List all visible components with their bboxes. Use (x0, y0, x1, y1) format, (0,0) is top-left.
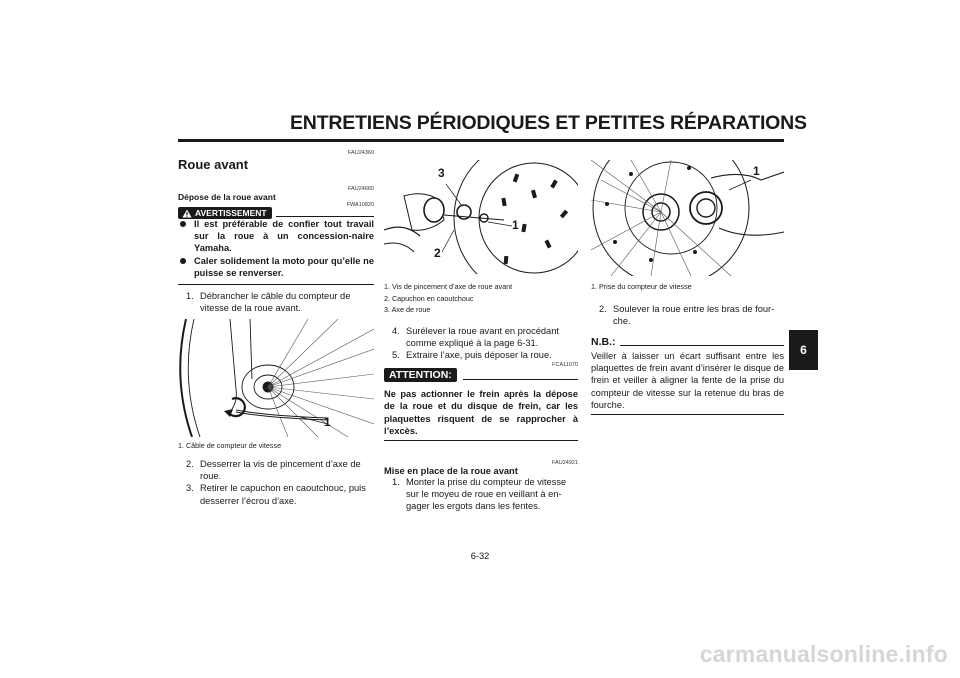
reference-code: FAU24921 (552, 459, 578, 466)
attention-end-rule (384, 440, 578, 441)
reference-code: FWA10820 (346, 202, 374, 208)
header-rule (178, 139, 784, 142)
wheel-illustration (178, 319, 374, 437)
warning-bullets (178, 218, 374, 279)
step-item: 4. Surélever la roue avant en procédant comme expliqué à la page 6-31. (392, 325, 559, 348)
watermark: carmanualsonline.info (699, 641, 948, 667)
page-number: 6-32 (470, 551, 490, 561)
figure-callout: 1 (324, 415, 331, 430)
warning-bullet: Caler solidement la moto pour qu’elle ne puisse se renverser. (178, 255, 374, 279)
axle-illustration (384, 160, 578, 274)
figure-caption: 3. Axe de roue (384, 305, 431, 314)
steps-list (178, 458, 374, 507)
reference-code: FCA11070 (552, 362, 578, 369)
figure-speedometer-gear (591, 160, 784, 276)
warning-rule (276, 216, 374, 217)
column-2 (384, 160, 578, 513)
nb-header (591, 336, 784, 348)
attention-rule (463, 379, 578, 380)
bullet-icon (180, 221, 186, 227)
step-item: 2. Soulever la roue entre les bras de four-che. (599, 303, 775, 326)
page-header-title: ENTRETIENS PÉRIODIQUES ET PETITES RÉPARATIONS (290, 112, 807, 134)
figure-captions (384, 281, 578, 316)
steps-list (591, 303, 784, 327)
nb-text: Veiller à laisser un écart suffisant entre les plaquettes de frein avant d’insérer le disque de frein et veiller à aligner la fente de la prise du compteur de vitesse sur la retenue du bras de fourche. (591, 350, 784, 410)
attention-label: ATTENTION: (384, 368, 457, 382)
figure-callout: 2 (434, 246, 441, 260)
step-item: 5. Extraire l’axe, puis déposer la roue. (392, 349, 552, 360)
subheading: Mise en place de la roue avant (384, 465, 518, 476)
figure-caption: 1. Câble de compteur de vitesse (178, 441, 282, 451)
step-item: 3. Retirer le capuchon en caoutchouc, puis desserrer l’écrou d’axe. (186, 483, 366, 506)
subheading: Dépose de la roue avant (178, 192, 276, 202)
figure-callout: 1 (753, 164, 760, 178)
warning-bullet: Il est préférable de confier tout travail sur la roue à un concession-naire Yamaha. (178, 218, 374, 255)
nb-label: N.B.: (591, 335, 616, 348)
attention-text: Ne pas actionner le frein après la dépose de la roue et du disque de frein, car les plaquettes risquent de se rapprocher à l’excès. (384, 389, 578, 436)
section-title: Roue avant (178, 157, 249, 172)
figure-callout: 3 (438, 166, 445, 180)
steps-list (384, 325, 578, 362)
figure-callout: 1 (512, 218, 519, 232)
step-item: 1. Débrancher le câble du compteur de vitesse de la roue avant. (186, 291, 351, 314)
reference-code: FAU24660 (348, 186, 374, 192)
figure-speedometer-cable (178, 319, 374, 437)
figure-caption: 1. Vis de pincement d’axe de roue avant (384, 282, 513, 291)
warning-end-rule (178, 284, 374, 285)
install-steps (384, 476, 578, 513)
nb-rule (620, 345, 785, 346)
reference-code: FAU24360 (348, 150, 374, 156)
step-item: 2. Desserrer la vis de pincement d’axe de roue. (186, 458, 361, 482)
steps-list (178, 290, 374, 314)
step-item: 1. Monter la prise du compteur de vitesse sur le moyeu de roue en veillant à en-gager les ergots dans les fentes. (392, 476, 567, 512)
figure-caption: 1. Prise du compteur de vitesse (591, 282, 692, 291)
figure-axle-parts (384, 160, 578, 274)
attention-header (384, 368, 578, 382)
chapter-tab: 6 (789, 330, 818, 370)
column-3 (591, 160, 784, 415)
bullet-icon (180, 258, 186, 264)
figure-caption: 2. Capuchon en caoutchouc (384, 293, 474, 303)
nb-end-rule (591, 414, 784, 415)
warning-triangle-icon (182, 209, 192, 218)
warning-label: AVERTISSEMENT (195, 208, 267, 218)
column-1 (178, 150, 374, 507)
